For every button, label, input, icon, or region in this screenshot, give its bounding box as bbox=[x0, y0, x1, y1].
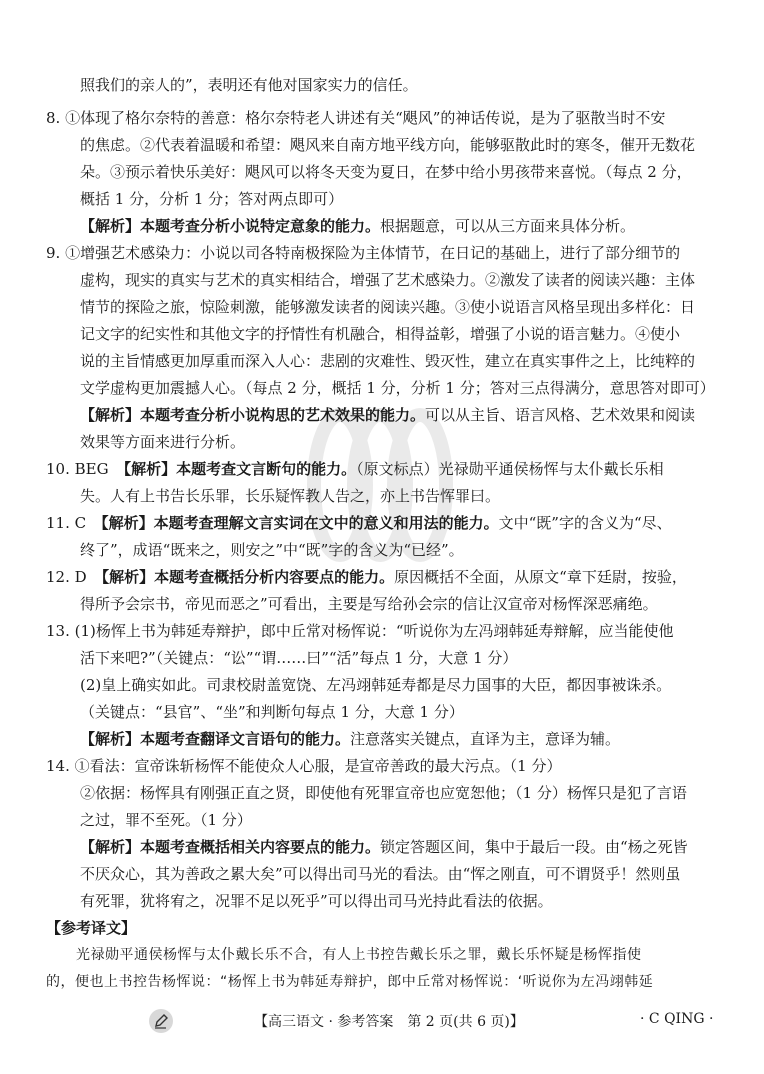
line-text: 锁定答题区间，集中于最后一段。由“杨之死皆 bbox=[380, 838, 688, 856]
line-text: 终了”，成语“既来之，则安之”中“既”字的含义为“已经”。 bbox=[80, 541, 464, 559]
text-line bbox=[80, 432, 245, 453]
question-number: 11. C bbox=[46, 514, 102, 532]
text-line bbox=[80, 297, 695, 318]
text-line bbox=[80, 324, 680, 345]
text-line bbox=[80, 864, 680, 885]
line-text: 原因概括不全面，从原文“章下廷尉，按验， bbox=[394, 568, 687, 586]
text-line bbox=[46, 756, 561, 777]
line-text: 13. (1)杨恽上书为韩延寿辩护，郎中丘常对杨恽说：“听说你为左冯翊韩延寿辩解，应当能使他 bbox=[46, 622, 674, 640]
line-text: 的，便也上书控告杨恽说：“杨恽上书为韩延寿辩护，郎中丘常对杨恽说：‘听说你为左冯翊韩延 bbox=[46, 974, 654, 990]
line-text: 概括 1 分，分析 1 分；答对两点即可） bbox=[80, 190, 344, 208]
text-line bbox=[46, 243, 680, 264]
line-text: 光禄勋平通侯杨恽与太仆戴长乐不合，有人上书控告戴长乐之罪，戴长乐怀疑是杨恽指使 bbox=[76, 947, 642, 963]
line-text: 之过，罪不至死。（1 分） bbox=[80, 811, 252, 829]
line-text: 可以从主旨、语言风格、艺术效果和阅读 bbox=[425, 406, 696, 424]
text-line bbox=[46, 567, 687, 588]
footer-page-info: 【高三语文 · 参考答案 第 2 页(共 6 页)】 bbox=[254, 1014, 524, 1030]
text-line bbox=[76, 945, 642, 966]
line-text: 记文字的纪实性和其他文字的抒情性有机融合，相得益彰，增强了小说的语言魅力。④使小 bbox=[80, 325, 681, 343]
line-text: 文中“既”字的含义为“尽、 bbox=[498, 514, 672, 532]
text-line bbox=[46, 972, 653, 993]
text-line bbox=[80, 162, 692, 183]
line-text: (2)皇上确实如此。司隶校尉盖宽饶、左冯翊韩延寿都是尽力国事的大臣，都因事被诛杀。 bbox=[80, 676, 672, 694]
text-line bbox=[80, 405, 695, 426]
analysis-label: 【解析】本题考查概括相关内容要点的能力。 bbox=[80, 838, 381, 856]
analysis-label: 【解析】本题考查文言断句的能力。 bbox=[123, 460, 357, 478]
text-line bbox=[46, 459, 664, 480]
line-text: 14. ①看法：宣帝诛斩杨恽不能使众人心服，是宣帝善政的最大污点。（1 分） bbox=[46, 757, 562, 775]
pen-icon bbox=[148, 1008, 174, 1034]
line-text: 活下来吧?”（关键点：“讼”“谓……曰”“活”每点 1 分，大意 1 分） bbox=[80, 649, 518, 667]
line-text: 不厌众心，其为善政之累大矣”可以得出司马光的看法。由“恽之刚直，可不谓贤乎！然则虽 bbox=[80, 865, 681, 883]
page-footer bbox=[0, 1008, 764, 1034]
text-line bbox=[80, 702, 464, 723]
line-text: 得所予会宗书，帝见而恶之”可看出，主要是写给孙会宗的信让汉宣帝对杨恽深恶痛绝。 bbox=[80, 595, 658, 613]
text-line bbox=[46, 621, 674, 642]
line-text: 9. ①增强艺术感染力：小说以司各特南极探险为主体情节，在日记的基础上，进行了部分细节的 bbox=[46, 244, 681, 262]
text-line bbox=[80, 270, 695, 291]
text-line bbox=[80, 729, 620, 750]
text-line bbox=[80, 810, 252, 831]
question-number: 10. BEG bbox=[46, 460, 124, 478]
analysis-label: 【解析】本题考查分析小说特定意象的能力。 bbox=[80, 217, 381, 235]
text-line bbox=[46, 513, 672, 534]
line-text: 情节的探险之旅，惊险刺激，能够激发读者的阅读兴趣。③使小说语言风格呈现出多样化：日 bbox=[80, 298, 696, 316]
text-line bbox=[80, 75, 418, 96]
line-text: 照我们的亲人的”，表明还有他对国家实力的信任。 bbox=[80, 76, 418, 94]
text-line bbox=[80, 351, 695, 372]
line-text: 文学虚构更加震撼人心。（每点 2 分，概括 1 分，分析 1 分；答对三点得满分，意思答对即可） bbox=[80, 379, 715, 397]
text-line bbox=[80, 378, 715, 399]
footer-brand: · C QING · bbox=[640, 1011, 714, 1027]
analysis-label: 【解析】本题考查翻译文言语句的能力。 bbox=[80, 730, 351, 748]
line-text: （关键点：“县官”、“坐”和判断句每点 1 分，大意 1 分） bbox=[80, 703, 464, 721]
text-line bbox=[80, 540, 464, 561]
analysis-label: 【参考译文】 bbox=[46, 919, 137, 937]
analysis-label: 【解析】本题考查概括分析内容要点的能力。 bbox=[101, 568, 395, 586]
line-text: 说的主旨情感更加厚重而深入人心：悲剧的灾难性、毁灭性，建立在真实事件之上，比纯粹的 bbox=[80, 352, 696, 370]
line-text: 虚构，现实的真实与艺术的真实相结合，增强了艺术感染力。②激发了读者的阅读兴趣：主体 bbox=[80, 271, 696, 289]
text-line bbox=[80, 675, 671, 696]
line-text: （原文标点）光禄勋平通侯杨恽与太仆戴长乐相 bbox=[356, 460, 664, 478]
line-text: 根据题意，可以从三方面来具体分析。 bbox=[380, 217, 636, 235]
text-line bbox=[80, 783, 687, 804]
text-line bbox=[80, 189, 343, 210]
line-text: 效果等方面来进行分析。 bbox=[80, 433, 246, 451]
text-line bbox=[80, 486, 500, 507]
question-number: 12. D bbox=[46, 568, 102, 586]
line-text: 8. ①体现了格尔奈特的善意：格尔奈特老人讲述有关“飓风”的神话传说，是为了驱散当时不安 bbox=[46, 109, 666, 127]
line-text: 有死罪，犹将宥之，况罪不足以死乎”可以得出司马光持此看法的依据。 bbox=[80, 892, 553, 910]
text-line bbox=[80, 837, 688, 858]
line-text: 失。人有上书告长乐罪，长乐疑恽教人告之，亦上书告恽罪曰。 bbox=[80, 487, 501, 505]
analysis-label: 【解析】本题考查分析小说构思的艺术效果的能力。 bbox=[80, 406, 426, 424]
line-text: 的焦虑。②代表着温暖和希望：飓风来自南方地平线方向，能够驱散此时的寒冬，催开无数花 bbox=[80, 136, 696, 154]
text-line bbox=[80, 135, 695, 156]
text-line bbox=[80, 594, 658, 615]
line-text: 朵。③预示着快乐美好：飓风可以将冬天变为夏日，在梦中给小男孩带来喜悦。（每点 2 分， bbox=[80, 163, 692, 181]
analysis-label: 【解析】本题考查理解文言实词在文中的意义和用法的能力。 bbox=[101, 514, 499, 532]
text-line bbox=[80, 216, 635, 237]
text-line bbox=[46, 108, 665, 129]
text-line bbox=[46, 918, 136, 939]
line-text: 注意落实关键点，直译为主，意译为辅。 bbox=[350, 730, 621, 748]
text-line bbox=[80, 648, 517, 669]
text-line bbox=[80, 891, 553, 912]
line-text: ②依据：杨恽具有刚强正直之贤，即使他有死罪宣帝也应宽恕他；（1 分）杨恽只是犯了言语 bbox=[80, 784, 687, 802]
